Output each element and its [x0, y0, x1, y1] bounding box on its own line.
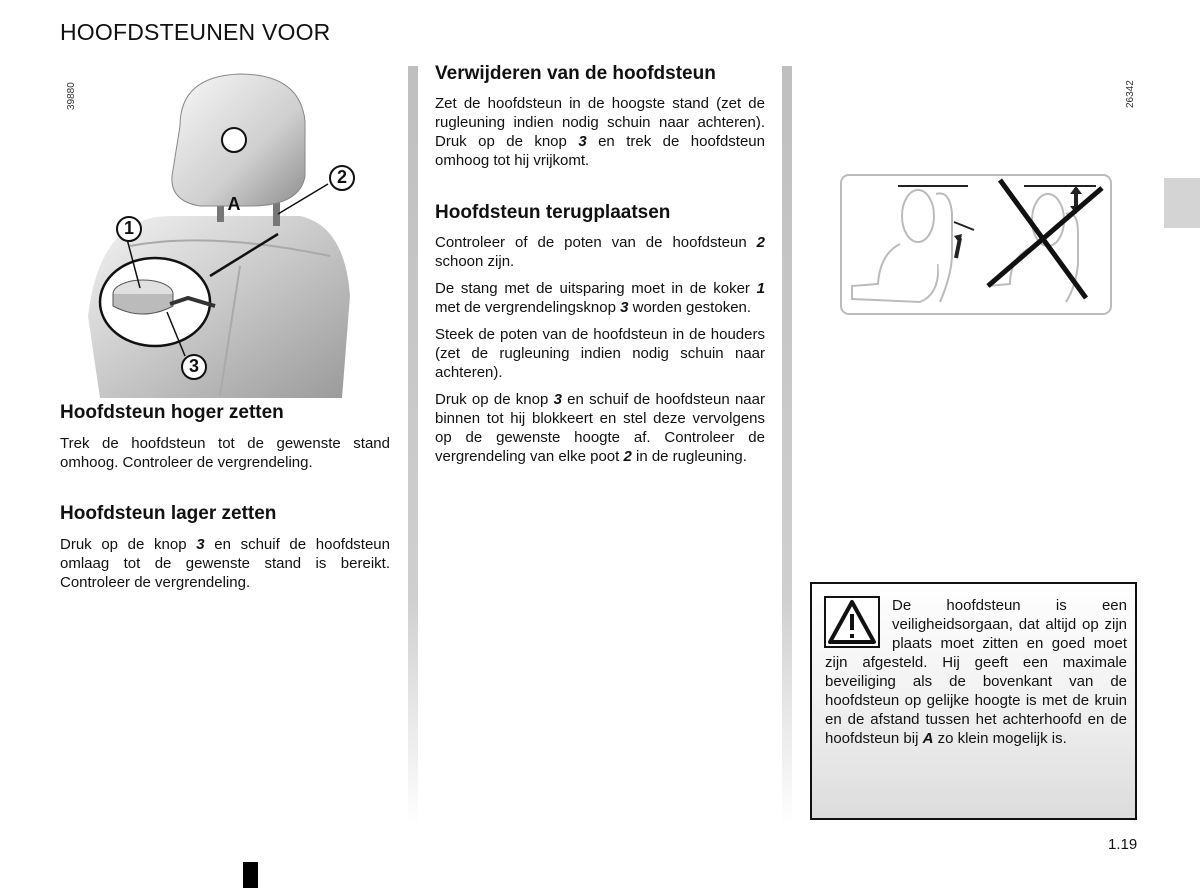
column-separator	[408, 66, 418, 826]
headrest-illustration	[60, 66, 360, 398]
section-heading: Verwijderen van de hoofdsteun	[435, 63, 716, 84]
page-title: HOOFDSTEUNEN VOOR	[60, 19, 331, 45]
chapter-tab	[1164, 178, 1200, 228]
head-position-figure	[810, 66, 1140, 326]
warning-box	[810, 582, 1137, 820]
head-position-illustration	[840, 174, 1112, 316]
paragraph: Steek de poten van de hoofdsteun in de houders (zet de rugleuning indien nodig schuin naar achteren).	[435, 326, 765, 381]
paragraph: Zet de hoofdsteun in de hoogste stand (zet de rugleuning indien nodig schuin naar achteren). Druk op de knop 3 en trek de hoofdsteun omhoog tot hij vrijkomt.	[435, 95, 765, 169]
section-heading: Hoofdsteun lager zetten	[60, 503, 277, 524]
paragraph: De stang met de uitsparing moet in de koker 1 met de vergrendelingsknop 3 worden gestoken.	[435, 280, 765, 316]
column-middle	[435, 63, 765, 466]
callout-label: 1	[123, 218, 134, 238]
column-left	[60, 402, 390, 592]
print-mark	[243, 862, 258, 888]
page-number: 1.19	[1108, 836, 1138, 853]
section-heading: Hoofdsteun hoger zetten	[60, 402, 284, 423]
callout-label: 2	[336, 167, 347, 187]
figure-code: 26342	[1125, 80, 1136, 108]
callout-A	[222, 128, 246, 152]
callout-label: A	[227, 194, 241, 214]
paragraph: Trek de hoofdsteun tot de gewenste stand omhoog. Controleer de vergrendeling.	[60, 435, 390, 471]
paragraph: Druk op de knop 3 en schuif de hoofdsteun naar binnen tot hij blokkeert en stel deze vervolgens op de gewenste hoogte af. Controleer de vergrendeling van elke poot 2 in de rugleuning.	[435, 391, 765, 465]
paragraph: Druk op de knop 3 en schuif de hoofdsteun omlaag tot de gewenste stand is bereikt. Controleer de vergrendeling.	[60, 536, 390, 591]
headrest-figure	[60, 66, 360, 398]
column-separator	[782, 66, 792, 826]
callout-label: 3	[188, 356, 199, 376]
warning-text: De hoofdsteun is een veiligheidsorgaan, dat altijd op zijn plaats moet zitten en goed moet zijn afgesteld. Hij geeft een maximale beveiliging als de bovenkant van de hoofdsteun op gelijke hoogte is met de kruin en de afstand tussen het achterhoofd en de hoofdsteun bij A zo klein mogelijk is.	[825, 597, 1127, 747]
section-heading: Hoofdsteun terugplaatsen	[435, 202, 671, 223]
paragraph: Controleer of de poten van de hoofdsteun 2 schoon zijn.	[435, 234, 765, 270]
figure-code: 39880	[66, 82, 77, 110]
